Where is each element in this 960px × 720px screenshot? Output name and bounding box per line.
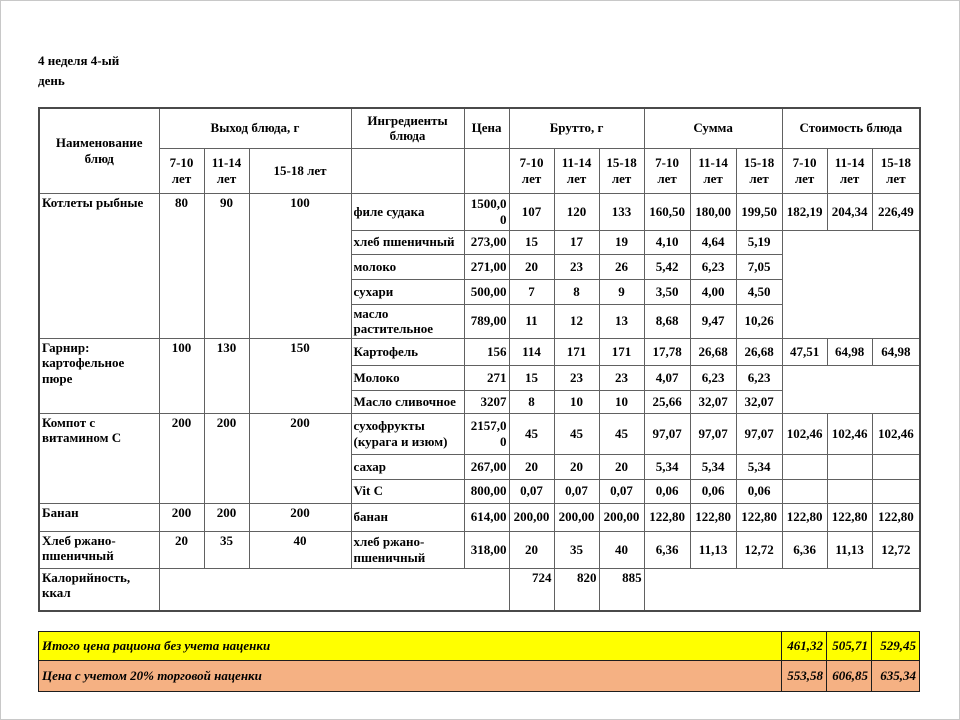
sum-cell: 5,19 bbox=[736, 230, 782, 254]
sum-cell: 4,07 bbox=[644, 365, 690, 390]
header-age-11-14: 11-14 лет bbox=[827, 148, 872, 193]
header-age-15-18: 15-18 лет bbox=[736, 148, 782, 193]
brutto-cell: 171 bbox=[599, 338, 644, 365]
output-cell: 130 bbox=[204, 338, 249, 413]
cost-cell: 102,46 bbox=[872, 413, 920, 454]
ingredient-cell: сухофрукты (курага и изюм) bbox=[351, 413, 464, 454]
output-cell: 20 bbox=[159, 531, 204, 568]
header-age-15-18: 15-18 лет bbox=[249, 148, 351, 193]
brutto-cell: 17 bbox=[554, 230, 599, 254]
sum-cell: 26,68 bbox=[690, 338, 736, 365]
header-dish-name: Наименование блюд bbox=[39, 108, 159, 193]
header-age-15-18: 15-18 лет bbox=[872, 148, 920, 193]
price-cell: 318,00 bbox=[464, 531, 509, 568]
header-ingredients: Ингредиенты блюда bbox=[351, 108, 464, 148]
brutto-cell: 23 bbox=[554, 254, 599, 279]
sum-cell: 5,34 bbox=[736, 454, 782, 479]
brutto-cell: 8 bbox=[509, 390, 554, 413]
sum-cell: 32,07 bbox=[690, 390, 736, 413]
cost-cell: 102,46 bbox=[827, 413, 872, 454]
summary-label: Цена с учетом 20% торговой наценки bbox=[39, 661, 782, 692]
price-cell: 800,00 bbox=[464, 479, 509, 503]
dish-name-cell: Компот с витамином С bbox=[39, 413, 159, 503]
output-cell: 35 bbox=[204, 531, 249, 568]
sum-cell: 3,50 bbox=[644, 279, 690, 304]
brutto-cell: 114 bbox=[509, 338, 554, 365]
sum-cell: 97,07 bbox=[690, 413, 736, 454]
summary-value: 606,85 bbox=[827, 661, 872, 692]
sum-cell: 17,78 bbox=[644, 338, 690, 365]
price-cell: 267,00 bbox=[464, 454, 509, 479]
summary-value: 635,34 bbox=[872, 661, 920, 692]
price-cell: 614,00 bbox=[464, 503, 509, 531]
sum-cell: 0,06 bbox=[644, 479, 690, 503]
ingredient-cell: Масло сливочное bbox=[351, 390, 464, 413]
sum-cell: 9,47 bbox=[690, 304, 736, 338]
ingredient-cell: молоко bbox=[351, 254, 464, 279]
cost-cell: 6,36 bbox=[782, 531, 827, 568]
header-age-7-10: 7-10 лет bbox=[159, 148, 204, 193]
table-row bbox=[39, 413, 920, 454]
brutto-cell: 12 bbox=[554, 304, 599, 338]
page-title: 4 неделя 4-ый день bbox=[38, 53, 120, 88]
brutto-cell: 200,00 bbox=[599, 503, 644, 531]
cost-cell: 64,98 bbox=[827, 338, 872, 365]
empty-cost-cell bbox=[782, 479, 827, 503]
empty-cost-cell bbox=[827, 454, 872, 479]
brutto-cell: 15 bbox=[509, 230, 554, 254]
brutto-cell: 20 bbox=[554, 454, 599, 479]
summary-row-markup bbox=[39, 661, 920, 692]
brutto-cell: 35 bbox=[554, 531, 599, 568]
sum-cell: 180,00 bbox=[690, 193, 736, 230]
cost-cell: 12,72 bbox=[872, 531, 920, 568]
ingredient-cell: Картофель bbox=[351, 338, 464, 365]
header-sum: Сумма bbox=[644, 108, 782, 148]
sum-cell: 199,50 bbox=[736, 193, 782, 230]
sum-cell: 10,26 bbox=[736, 304, 782, 338]
cost-cell: 64,98 bbox=[872, 338, 920, 365]
sum-cell: 4,10 bbox=[644, 230, 690, 254]
cost-cell: 102,46 bbox=[782, 413, 827, 454]
price-cell: 271,00 bbox=[464, 254, 509, 279]
table-row bbox=[39, 503, 920, 531]
ingredient-cell: филе судака bbox=[351, 193, 464, 230]
brutto-cell: 171 bbox=[554, 338, 599, 365]
output-cell: 100 bbox=[249, 193, 351, 338]
ingredient-cell: масло растительное bbox=[351, 304, 464, 338]
header-cost: Стоимость блюда bbox=[782, 108, 920, 148]
output-cell: 200 bbox=[204, 503, 249, 531]
cost-cell: 204,34 bbox=[827, 193, 872, 230]
brutto-cell: 45 bbox=[554, 413, 599, 454]
kcal-label-cell: Калорийность, ккал bbox=[39, 568, 159, 611]
sum-cell: 4,00 bbox=[690, 279, 736, 304]
cost-cell: 122,80 bbox=[872, 503, 920, 531]
cost-cell: 122,80 bbox=[827, 503, 872, 531]
header-price: Цена bbox=[464, 108, 509, 148]
sum-cell: 6,36 bbox=[644, 531, 690, 568]
sum-cell: 160,50 bbox=[644, 193, 690, 230]
cost-cell: 122,80 bbox=[782, 503, 827, 531]
sum-cell: 4,50 bbox=[736, 279, 782, 304]
brutto-cell: 13 bbox=[599, 304, 644, 338]
sum-cell: 12,72 bbox=[736, 531, 782, 568]
cost-cell: 226,49 bbox=[872, 193, 920, 230]
brutto-cell: 23 bbox=[554, 365, 599, 390]
dish-name-cell: Хлеб ржано-пшеничный bbox=[39, 531, 159, 568]
table-row bbox=[39, 531, 920, 568]
brutto-cell: 45 bbox=[599, 413, 644, 454]
sum-cell: 32,07 bbox=[736, 390, 782, 413]
price-cell: 2157,00 bbox=[464, 413, 509, 454]
header-age-11-14: 11-14 лет bbox=[204, 148, 249, 193]
output-cell: 150 bbox=[249, 338, 351, 413]
price-cell: 789,00 bbox=[464, 304, 509, 338]
header-brutto: Брутто, г bbox=[509, 108, 644, 148]
output-cell: 40 bbox=[249, 531, 351, 568]
sum-cell: 6,23 bbox=[736, 365, 782, 390]
brutto-cell: 107 bbox=[509, 193, 554, 230]
empty-cost-merged-cell bbox=[782, 230, 920, 338]
output-cell: 200 bbox=[249, 503, 351, 531]
sum-cell: 8,68 bbox=[644, 304, 690, 338]
summary-value: 505,71 bbox=[827, 632, 872, 661]
header-row-ages bbox=[39, 148, 920, 193]
brutto-cell: 7 bbox=[509, 279, 554, 304]
brutto-cell: 20 bbox=[509, 254, 554, 279]
brutto-cell: 10 bbox=[599, 390, 644, 413]
brutto-cell: 0,07 bbox=[599, 479, 644, 503]
sum-cell: 0,06 bbox=[690, 479, 736, 503]
empty-cost-cell bbox=[872, 479, 920, 503]
summary-label: Итого цена рациона без учета наценки bbox=[39, 632, 782, 661]
ingredient-cell: хлеб пшеничный bbox=[351, 230, 464, 254]
cost-cell: 47,51 bbox=[782, 338, 827, 365]
header-age-7-10: 7-10 лет bbox=[782, 148, 827, 193]
brutto-cell: 26 bbox=[599, 254, 644, 279]
header-age-7-10: 7-10 лет bbox=[509, 148, 554, 193]
brutto-cell: 40 bbox=[599, 531, 644, 568]
sum-cell: 122,80 bbox=[690, 503, 736, 531]
ingredient-cell: сухари bbox=[351, 279, 464, 304]
header-age-15-18: 15-18 лет bbox=[599, 148, 644, 193]
table-row bbox=[39, 338, 920, 365]
kcal-value-cell: 885 bbox=[599, 568, 644, 611]
sum-cell: 25,66 bbox=[644, 390, 690, 413]
brutto-cell: 11 bbox=[509, 304, 554, 338]
sum-cell: 6,23 bbox=[690, 365, 736, 390]
sum-cell: 5,42 bbox=[644, 254, 690, 279]
ingredient-cell: хлеб ржано-пшеничный bbox=[351, 531, 464, 568]
brutto-cell: 0,07 bbox=[554, 479, 599, 503]
empty-merged-cell bbox=[644, 568, 920, 611]
brutto-cell: 20 bbox=[509, 454, 554, 479]
brutto-cell: 23 bbox=[599, 365, 644, 390]
sum-cell: 26,68 bbox=[736, 338, 782, 365]
empty-cost-cell bbox=[782, 454, 827, 479]
summary-value: 529,45 bbox=[872, 632, 920, 661]
table-row-calories bbox=[39, 568, 920, 611]
brutto-cell: 200,00 bbox=[509, 503, 554, 531]
sum-cell: 97,07 bbox=[736, 413, 782, 454]
brutto-cell: 10 bbox=[554, 390, 599, 413]
output-cell: 200 bbox=[159, 413, 204, 503]
table-row bbox=[39, 193, 920, 230]
output-cell: 200 bbox=[159, 503, 204, 531]
brutto-cell: 15 bbox=[509, 365, 554, 390]
brutto-cell: 19 bbox=[599, 230, 644, 254]
sum-cell: 0,06 bbox=[736, 479, 782, 503]
summary-value: 461,32 bbox=[782, 632, 827, 661]
price-cell: 156 bbox=[464, 338, 509, 365]
brutto-cell: 8 bbox=[554, 279, 599, 304]
empty-merged-cell bbox=[159, 568, 509, 611]
brutto-cell: 0,07 bbox=[509, 479, 554, 503]
summary-value: 553,58 bbox=[782, 661, 827, 692]
output-cell: 80 bbox=[159, 193, 204, 338]
output-cell: 100 bbox=[159, 338, 204, 413]
header-age-11-14: 11-14 лет bbox=[554, 148, 599, 193]
empty-cost-merged-cell bbox=[782, 365, 920, 413]
brutto-cell: 20 bbox=[599, 454, 644, 479]
header-age-7-10: 7-10 лет bbox=[644, 148, 690, 193]
cost-cell: 182,19 bbox=[782, 193, 827, 230]
price-cell: 271 bbox=[464, 365, 509, 390]
dish-name-cell: Котлеты рыбные bbox=[39, 193, 159, 338]
menu-cost-table bbox=[38, 107, 921, 612]
header-row-groups bbox=[39, 108, 920, 148]
sum-cell: 6,23 bbox=[690, 254, 736, 279]
dish-name-cell: Банан bbox=[39, 503, 159, 531]
empty-header-cell bbox=[351, 148, 464, 193]
brutto-cell: 20 bbox=[509, 531, 554, 568]
brutto-cell: 133 bbox=[599, 193, 644, 230]
sum-cell: 122,80 bbox=[644, 503, 690, 531]
ingredient-cell: Молоко bbox=[351, 365, 464, 390]
header-age-11-14: 11-14 лет bbox=[690, 148, 736, 193]
price-cell: 1500,00 bbox=[464, 193, 509, 230]
sum-cell: 97,07 bbox=[644, 413, 690, 454]
sum-cell: 7,05 bbox=[736, 254, 782, 279]
sum-cell: 11,13 bbox=[690, 531, 736, 568]
ingredient-cell: банан bbox=[351, 503, 464, 531]
kcal-value-cell: 724 bbox=[509, 568, 554, 611]
cost-cell: 11,13 bbox=[827, 531, 872, 568]
brutto-cell: 45 bbox=[509, 413, 554, 454]
sum-cell: 5,34 bbox=[644, 454, 690, 479]
price-cell: 500,00 bbox=[464, 279, 509, 304]
empty-header-cell bbox=[464, 148, 509, 193]
header-output: Выход блюда, г bbox=[159, 108, 351, 148]
output-cell: 200 bbox=[204, 413, 249, 503]
summary-table bbox=[38, 631, 920, 692]
kcal-value-cell: 820 bbox=[554, 568, 599, 611]
output-cell: 90 bbox=[204, 193, 249, 338]
brutto-cell: 200,00 bbox=[554, 503, 599, 531]
summary-row-total bbox=[39, 632, 920, 661]
price-cell: 3207 bbox=[464, 390, 509, 413]
empty-cost-cell bbox=[872, 454, 920, 479]
sum-cell: 5,34 bbox=[690, 454, 736, 479]
ingredient-cell: Vit C bbox=[351, 479, 464, 503]
sum-cell: 4,64 bbox=[690, 230, 736, 254]
empty-cost-cell bbox=[827, 479, 872, 503]
brutto-cell: 120 bbox=[554, 193, 599, 230]
brutto-cell: 9 bbox=[599, 279, 644, 304]
dish-name-cell: Гарнир: картофельное пюре bbox=[39, 338, 159, 413]
output-cell: 200 bbox=[249, 413, 351, 503]
sum-cell: 122,80 bbox=[736, 503, 782, 531]
ingredient-cell: сахар bbox=[351, 454, 464, 479]
price-cell: 273,00 bbox=[464, 230, 509, 254]
